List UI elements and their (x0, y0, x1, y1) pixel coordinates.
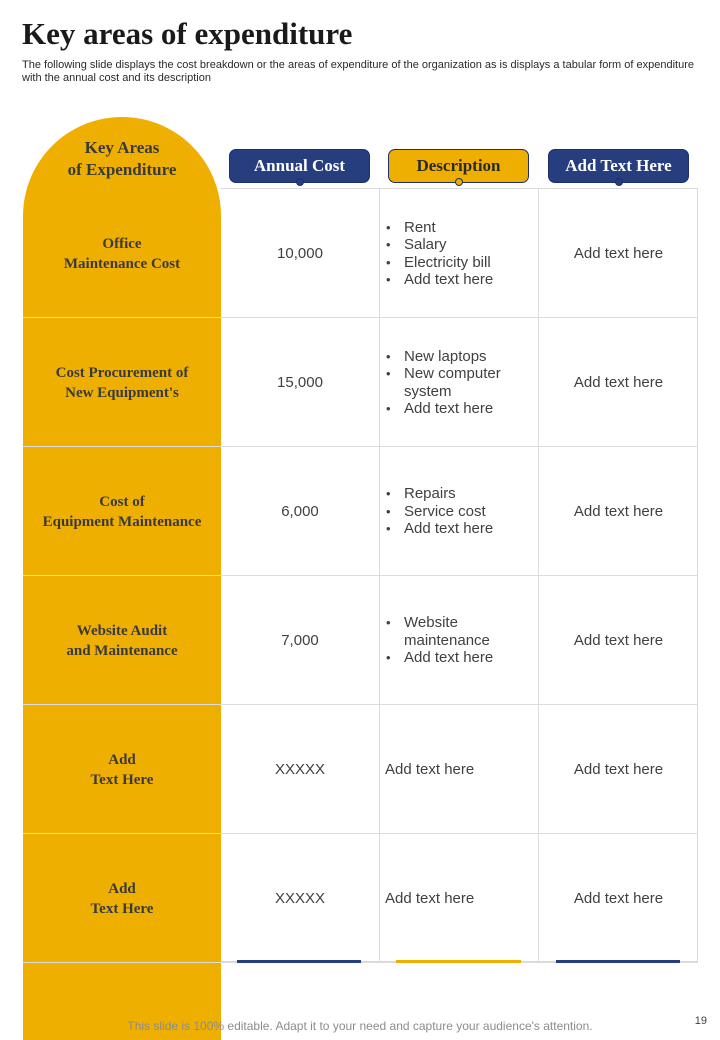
add-text-header-label: Add Text Here (565, 156, 672, 175)
description-item: • Add text here (404, 649, 514, 667)
description-item: • New computer system (404, 365, 529, 400)
description-list (385, 614, 514, 667)
description-item: • Add text here (404, 520, 493, 538)
description-accent-bar (396, 960, 521, 963)
footer-note: This slide is 100% editable. Adapt it to your need and capture your audience's attention. (127, 1019, 593, 1033)
description-item: • Service cost (404, 503, 493, 521)
description-list (385, 348, 529, 418)
description-cell (380, 447, 538, 576)
connector-dot-icon (615, 178, 623, 186)
description-item: • Add text here (404, 400, 529, 418)
annual-cost-cell: 7,000 (281, 632, 319, 649)
annual-cost-cell: XXXXX (274, 761, 326, 778)
connector-dot-icon (455, 178, 463, 186)
extra-text-cell: Add text here (573, 503, 664, 520)
description-cell: Add text here (385, 761, 475, 778)
description-cell: Add text here (385, 890, 475, 907)
extra-text-cell: Add text here (573, 632, 664, 649)
annual-cost-header-label: Annual Cost (253, 156, 346, 175)
description-cell (380, 318, 538, 447)
row-label-add-text: Add Text Here (90, 880, 154, 917)
description-header (388, 149, 529, 183)
annual-cost-cell: 15,000 (277, 374, 323, 391)
annual-cost-cell: 10,000 (277, 245, 323, 262)
annual-cost-header (229, 149, 370, 183)
description-cell (380, 576, 538, 705)
annual-cost-accent-bar (237, 960, 361, 963)
description-list (385, 485, 493, 538)
description-header-label: Description (416, 156, 501, 175)
add-text-accent-bar (556, 960, 680, 963)
description-item: • Repairs (404, 485, 493, 503)
extra-text-cell: Add text here (573, 374, 664, 391)
extra-text-cell: Add text here (573, 245, 664, 262)
description-item: • New laptops (404, 348, 529, 366)
row-label-add-text: Add Text Here (90, 751, 154, 788)
row-label-office-maintenance: Office Maintenance Cost (63, 235, 181, 272)
description-item: • Electricity bill (404, 254, 493, 272)
page-title: Key areas of expenditure (22, 16, 353, 51)
extra-text-cell: Add text here (573, 890, 664, 907)
connector-dot-icon (296, 178, 304, 186)
description-cell (380, 189, 538, 318)
row-label-equipment-maintenance: Cost of Equipment Maintenance (42, 493, 202, 530)
row-label-cost-procurement: Cost Procurement of New Equipment's (55, 364, 189, 401)
description-item: • Website maintenance (404, 614, 514, 649)
page-number: 19 (694, 1015, 707, 1027)
add-text-header (548, 149, 689, 183)
description-list (385, 219, 493, 289)
page-subtitle: The following slide displays the cost breakdown or the areas of expenditure of the organization as is displays a tabular form of expenditure with the annual cost and its description (22, 59, 694, 84)
extra-text-cell: Add text here (573, 761, 664, 778)
description-item: • Salary (404, 236, 493, 254)
row-label-website-audit: Website Audit and Maintenance (66, 622, 178, 659)
annual-cost-cell: XXXXX (274, 890, 326, 907)
annual-cost-cell: 6,000 (281, 503, 319, 520)
description-item: • Add text here (404, 271, 493, 289)
key-areas-header: Key Areas of Expenditure (67, 138, 177, 179)
description-item: • Rent (404, 219, 493, 237)
